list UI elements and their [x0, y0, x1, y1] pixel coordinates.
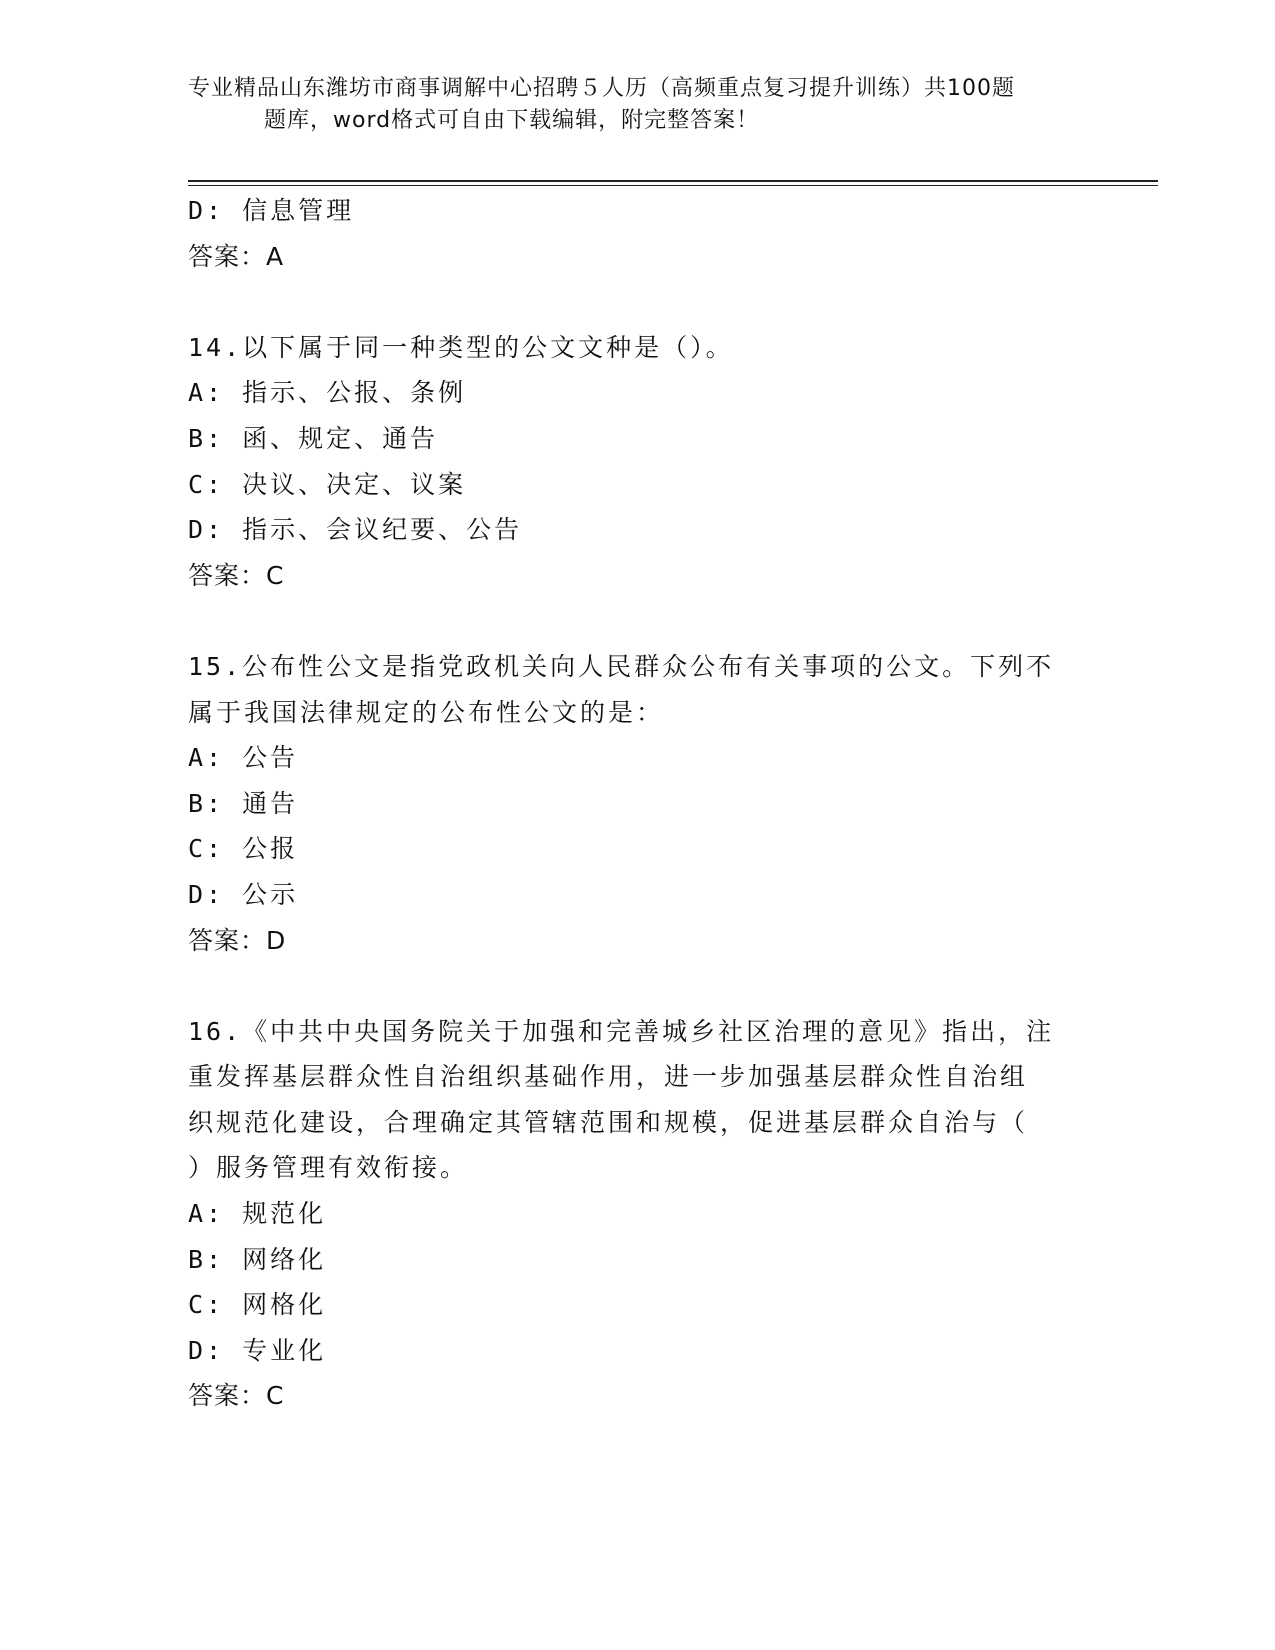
question-text: 16.《中共中央国务院关于加强和完善城乡社区治理的意见》指出，注 [188, 1016, 1055, 1046]
header-divider-top [188, 180, 1158, 182]
question-block-15 [188, 644, 1088, 963]
question-block-prev [188, 188, 1088, 279]
document-header [188, 73, 1088, 137]
question-text: ）服务管理有效衔接。 [188, 1153, 469, 1183]
answer-line: 答案：A [188, 241, 285, 271]
header-divider-bottom [188, 185, 1158, 186]
question-text: 织规范化建设，合理确定其管辖范围和规模，促进基层群众自治与（ [188, 1107, 1029, 1137]
answer-line: 答案：C [188, 1381, 285, 1411]
option-b: B: 通告 [188, 788, 299, 818]
question-block-16 [188, 1009, 1088, 1419]
question-list [188, 188, 1088, 1419]
option-c: C: 决议、决定、议案 [188, 469, 467, 499]
answer-line: 答案：C [188, 560, 285, 590]
question-text: 14.以下属于同一种类型的公文文种是（）。 [188, 332, 734, 362]
question-block-14 [188, 325, 1088, 599]
question-text: 15.公布性公文是指党政机关向人民群众公布有关事项的公文。下列不 [188, 651, 1055, 681]
option-d: D: 公示 [188, 879, 299, 909]
question-text: 属于我国法律规定的公布性公文的是： [188, 697, 665, 727]
option-d: D: 信息管理 [188, 196, 355, 225]
spacer [188, 279, 1088, 325]
header-line-2: 题库，word格式可自由下载编辑，附完整答案！ [264, 108, 760, 133]
option-c: C: 网格化 [188, 1290, 327, 1320]
option-a: A: 公告 [188, 743, 299, 773]
option-a: A: 规范化 [188, 1199, 327, 1229]
header-line-1: 专业精品山东潍坊市商事调解中心招聘５人历（高频重点复习提升训练）共100题 [188, 76, 1015, 101]
spacer [188, 963, 1088, 1009]
option-d: D: 指示、会议纪要、公告 [188, 515, 523, 545]
option-c: C: 公报 [188, 834, 299, 864]
spacer [188, 598, 1088, 644]
option-d: D: 专业化 [188, 1335, 327, 1365]
question-text: 重发挥基层群众性自治组织基础作用，进一步加强基层群众性自治组 [188, 1062, 1029, 1092]
answer-line: 答案：D [188, 925, 287, 955]
option-b: B: 网络化 [188, 1244, 327, 1274]
option-a: A: 指示、公报、条例 [188, 378, 467, 408]
option-b: B: 函、规定、通告 [188, 423, 439, 453]
